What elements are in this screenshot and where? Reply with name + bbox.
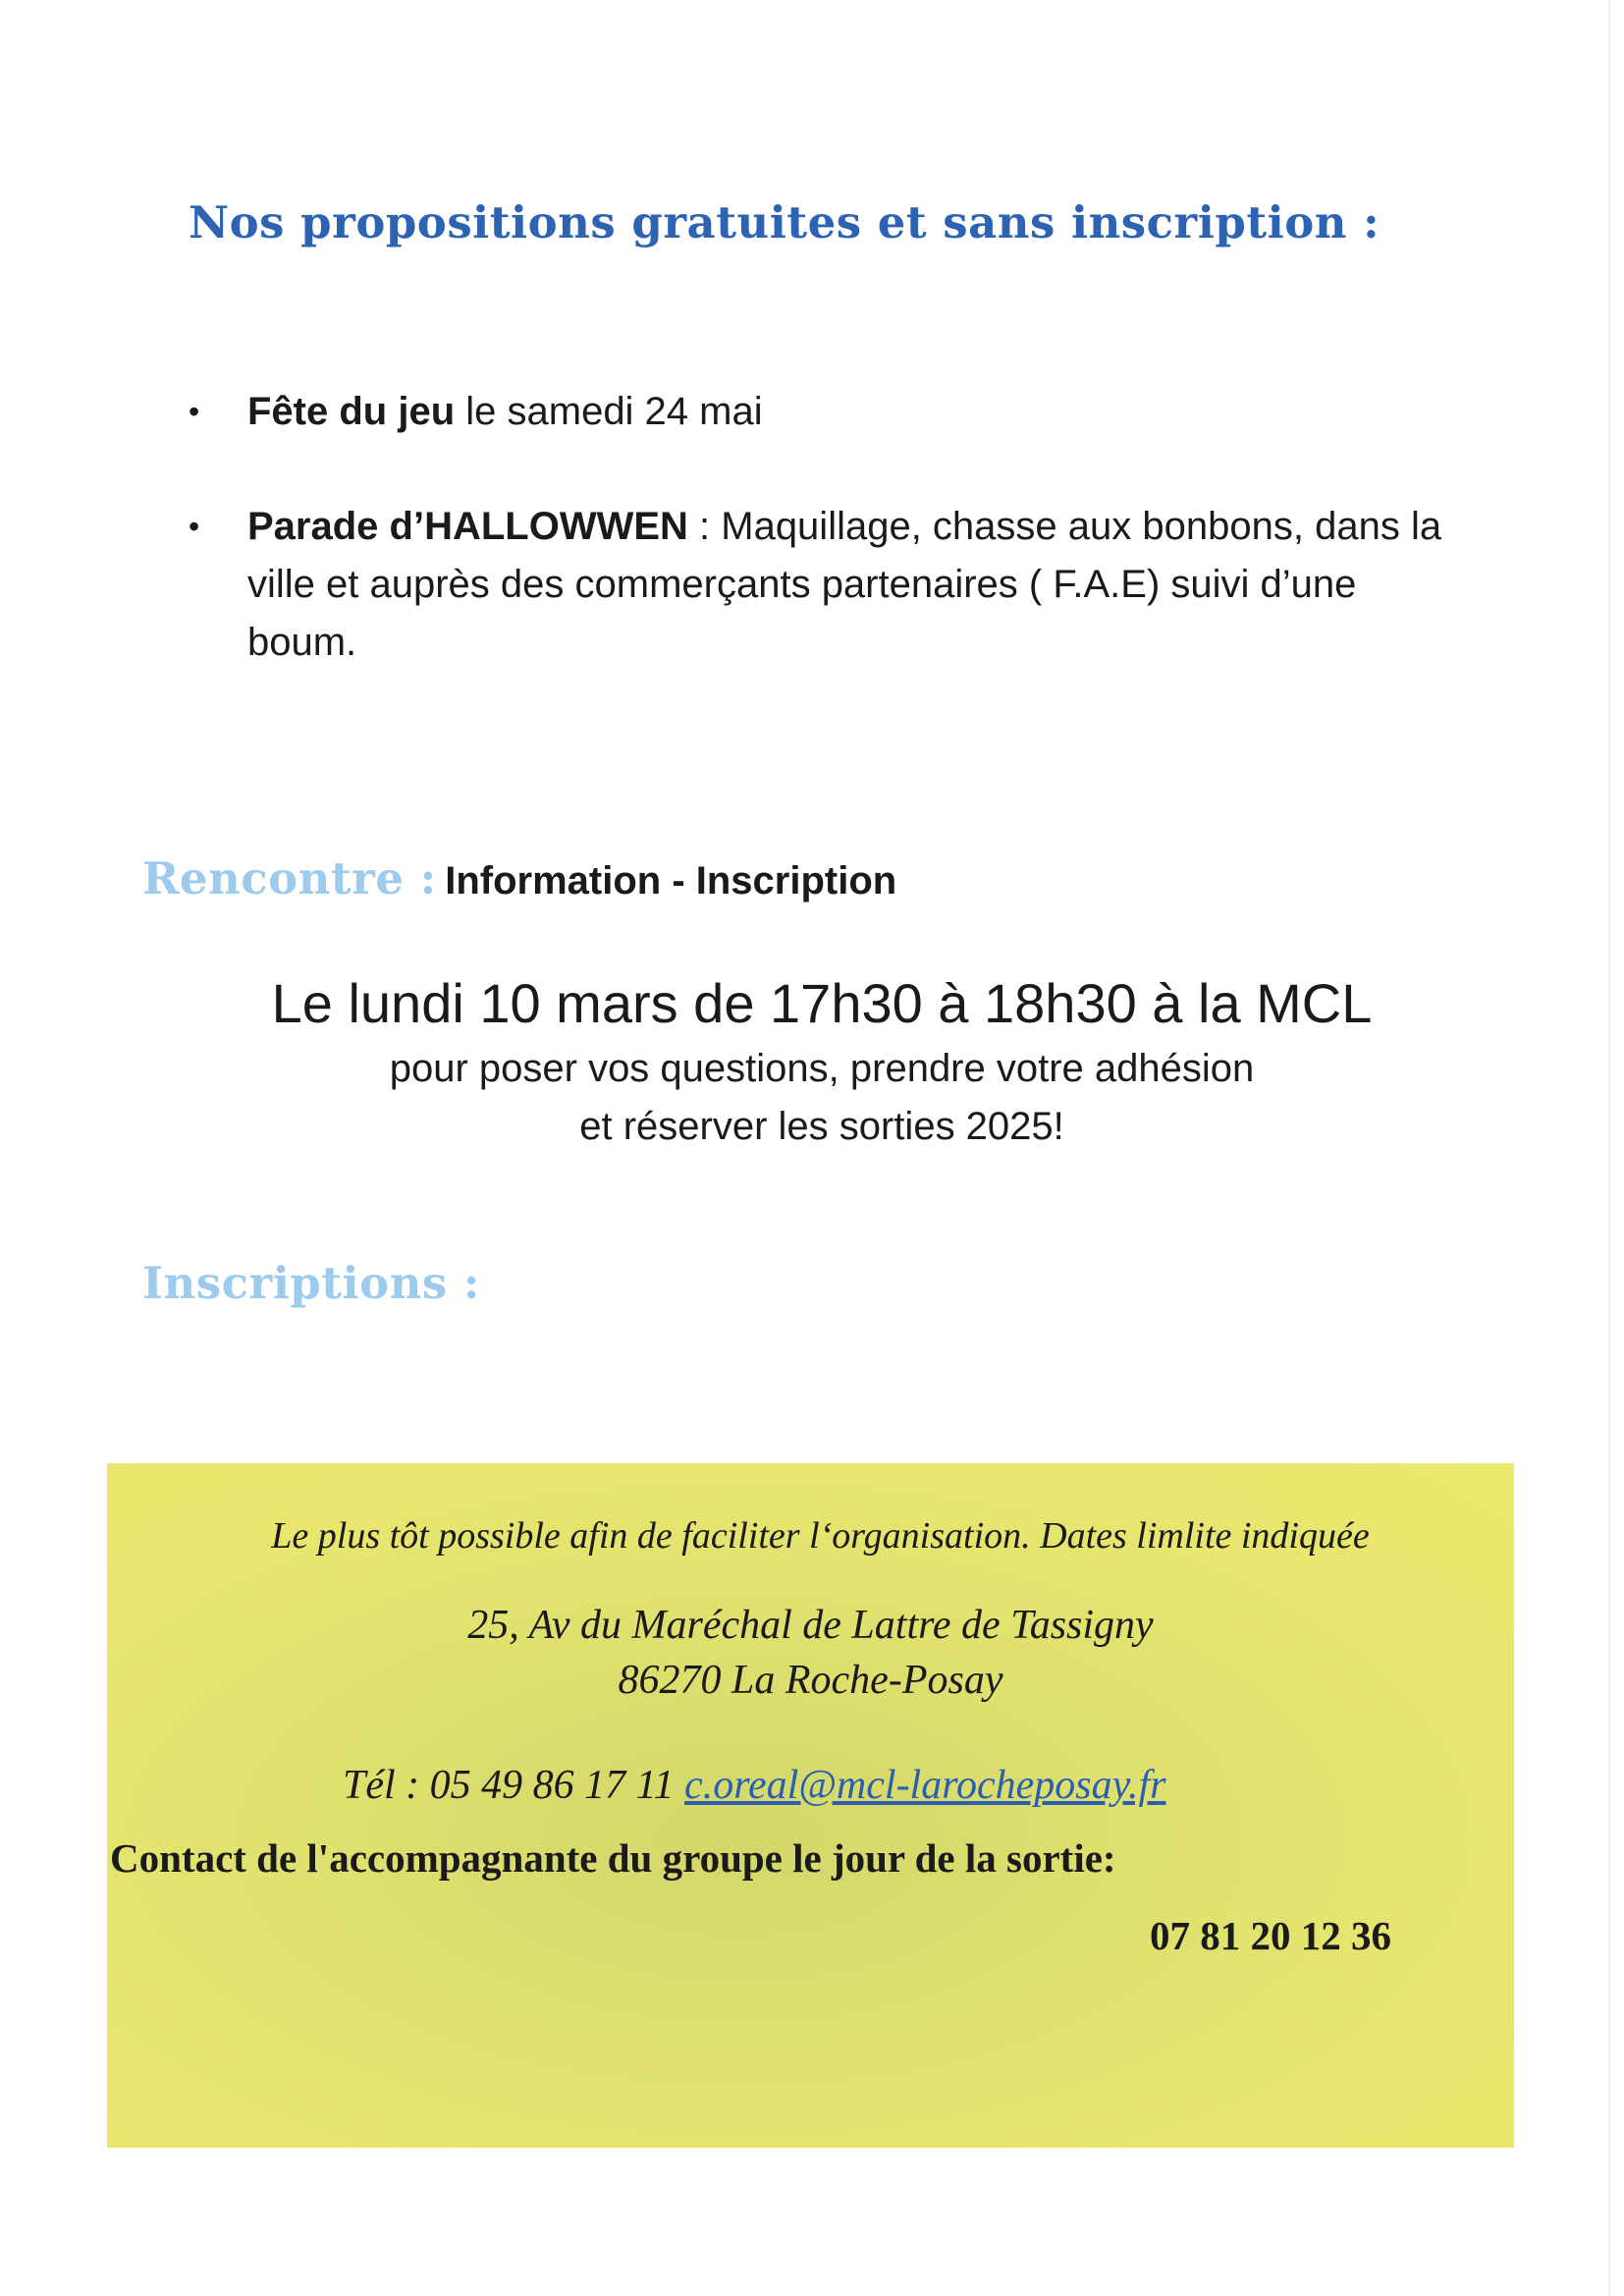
list-item-text: le samedi 24 mai: [455, 390, 763, 433]
list-item-title: Parade d’HALLOWWEN: [247, 505, 688, 548]
contact-box: [107, 1463, 1514, 2148]
list-item-fete-du-jeu: [187, 383, 1463, 441]
bullet-icon: •: [189, 394, 200, 429]
companion-contact-label: Contact de l'accompagnante du groupe le jour de la sortie:: [110, 1835, 1116, 1881]
deadline-note: Le plus tôt possible afin de faciliter l‘organisation. Dates limlite indiquée: [271, 1515, 1370, 1557]
address-city: 86270 La Roche-Posay: [618, 1658, 1003, 1703]
main-heading: Nos propositions gratuites et sans inscription :: [189, 196, 1380, 248]
meeting-date: Le lundi 10 mars de 17h30 à 18h30 à la MCL: [271, 972, 1373, 1034]
list-item-title: Fête du jeu: [247, 390, 456, 433]
meeting-line-1: pour poser vos questions, prendre votre adhésion: [389, 1047, 1255, 1090]
phone-number: Tél : 05 49 86 17 11: [343, 1763, 675, 1808]
activities-list: [187, 383, 1463, 672]
address: [107, 1598, 1514, 1708]
meeting-info: [0, 967, 1624, 1156]
companion-phone: 07 81 20 12 36: [1150, 1913, 1391, 1958]
list-item-text: : Maquillage, chasse aux bonbons, dans la ville et auprès des commerçants partenaires ( F.A.E) suivi d’une boum.: [247, 505, 1442, 664]
rencontre-subtitle: Information - Inscription: [445, 859, 897, 902]
bullet-icon: •: [189, 509, 200, 544]
list-item-parade: [187, 498, 1463, 672]
address-street: 25, Av du Maréchal de Lattre de Tassigny: [467, 1603, 1154, 1648]
email-link[interactable]: c.oreal@mcl-larocheposay.fr: [684, 1763, 1166, 1808]
inscriptions-heading: Inscriptions :: [142, 1257, 480, 1309]
phone-line: [343, 1762, 1165, 1809]
meeting-line-2: et réserver les sorties 2025!: [579, 1105, 1064, 1148]
rencontre-section: [142, 852, 896, 904]
rencontre-heading: Rencontre :: [142, 852, 437, 904]
